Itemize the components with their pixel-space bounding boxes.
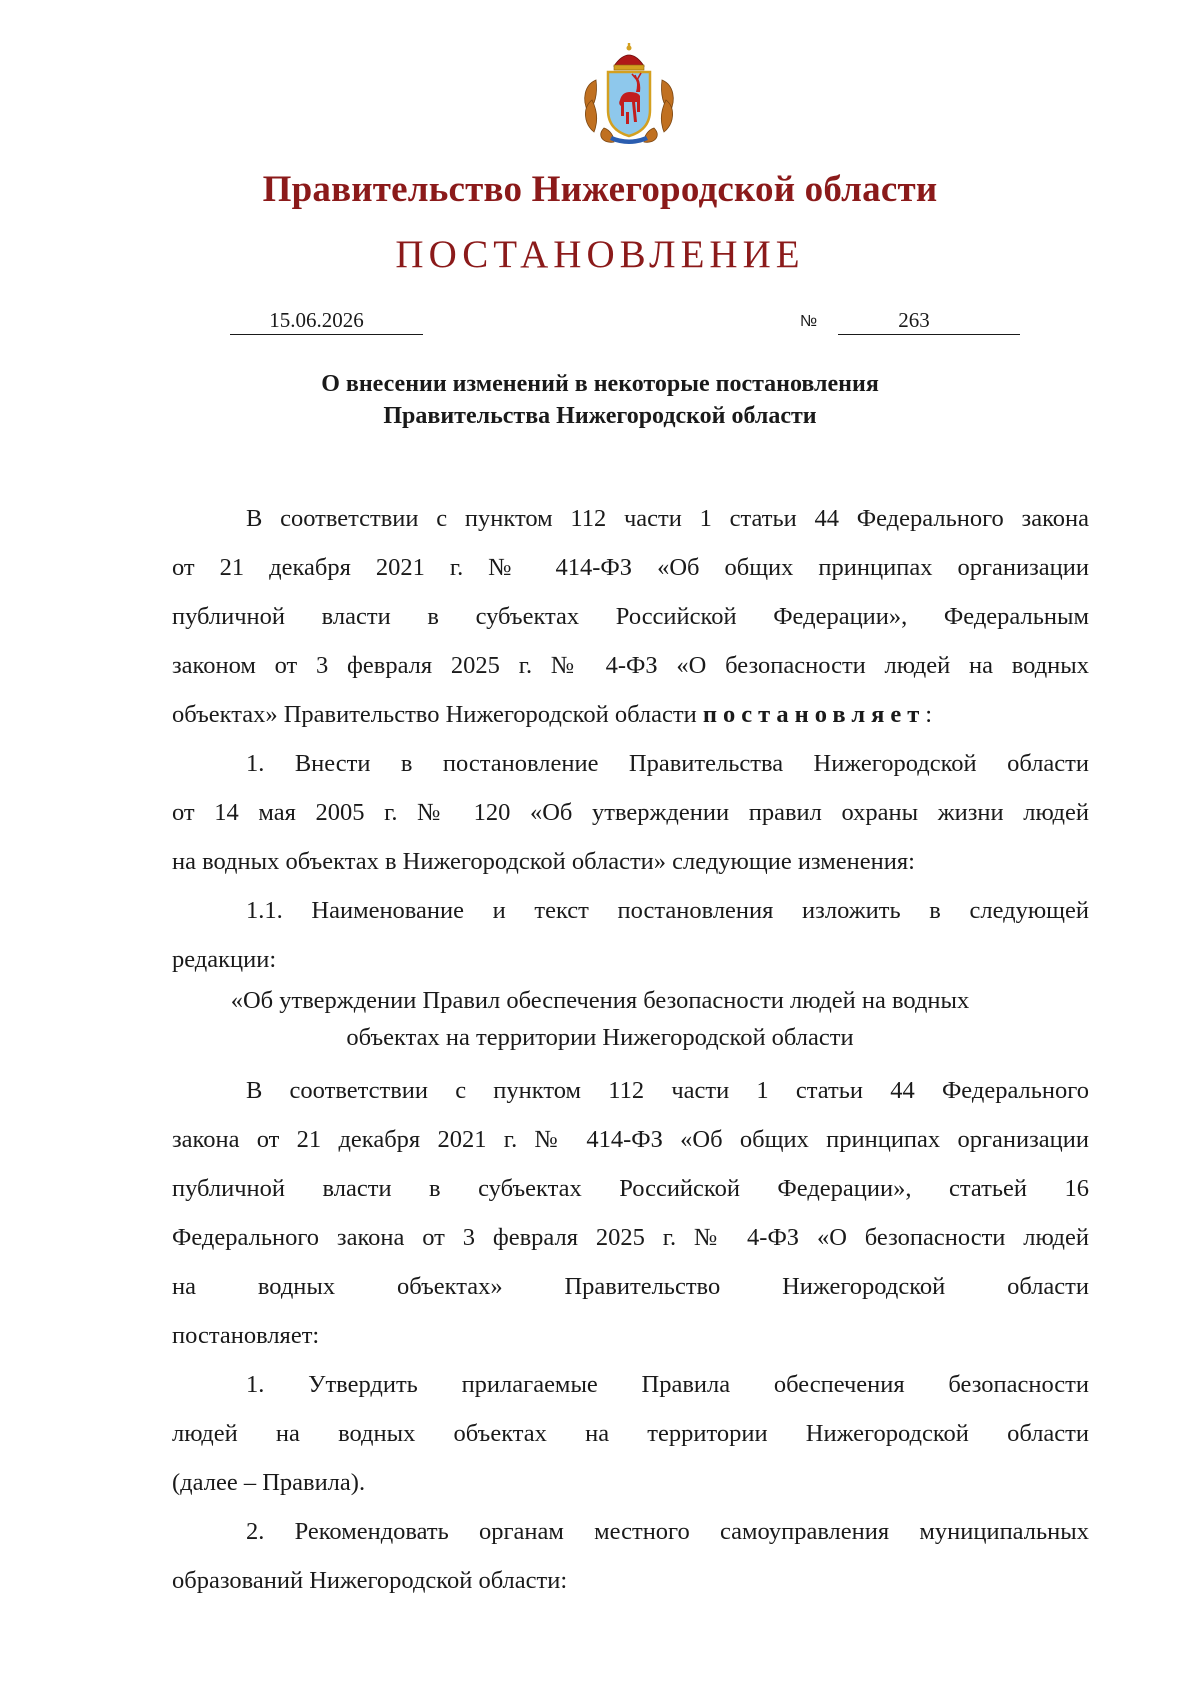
text-line: на водных объектах» Правительство Нижегородской области — [172, 1273, 1089, 1300]
paragraph — [172, 739, 1089, 886]
document-subject — [0, 368, 1200, 432]
decree-word: постановляет — [702, 701, 926, 728]
text-line: публичной власти в субъектах Российской Федерации», Федеральным — [172, 603, 1089, 630]
text-line: закона от 21 декабря 2021 г. № 414-ФЗ «Об общих принципах организации — [172, 1126, 1089, 1153]
paragraph — [172, 1066, 1089, 1360]
quoted-title — [0, 982, 1200, 1056]
nizhny-novgorod-coat-of-arms-icon — [574, 40, 684, 150]
paragraph — [172, 1360, 1089, 1507]
text-line: на водных объектах в Нижегородской области» следующие изменения: — [172, 848, 915, 875]
text-line: 1.1. Наименование и текст постановления изложить в следующей — [246, 897, 1089, 924]
text-fragment: объектах» Правительство Нижегородской области — [172, 701, 703, 728]
text-line: образований Нижегородской области: — [172, 1567, 568, 1594]
text-line: 1. Внести в постановление Правительства Нижегородской области — [246, 750, 1089, 777]
text-line: редакции: — [172, 946, 277, 973]
text-line: Федерального закона от 3 февраля 2025 г. № 4-ФЗ «О безопасности людей — [172, 1224, 1089, 1251]
subject-line: О внесении изменений в некоторые постановления — [321, 371, 879, 397]
text-line: законом от 3 февраля 2025 г. № 4-ФЗ «О безопасности людей на водных — [172, 652, 1089, 679]
text-line: от 21 декабря 2021 г. № 414-ФЗ «Об общих принципах организации — [172, 554, 1089, 581]
text-line: постановляет: — [172, 1322, 320, 1349]
paragraph — [172, 886, 1089, 984]
text-line — [172, 690, 1089, 739]
text-line: 2. Рекомендовать органам местного самоуправления муниципальных — [246, 1518, 1089, 1545]
document-type: ПОСТАНОВЛЕНИЕ — [395, 233, 805, 276]
paragraph — [172, 1507, 1089, 1605]
quoted-title-line: объектах на территории Нижегородской области — [346, 1024, 854, 1051]
document-date: 15.06.2026 — [230, 306, 423, 335]
paragraph — [172, 494, 1089, 739]
quoted-title-line: «Об утверждении Правил обеспечения безопасности людей на водных — [230, 987, 970, 1014]
number-sign: № — [800, 313, 818, 330]
text-line: 1. Утвердить прилагаемые Правила обеспечения безопасности — [246, 1371, 1089, 1398]
text-line: В соответствии с пунктом 112 части 1 статьи 44 Федерального — [246, 1077, 1089, 1104]
text-fragment: : — [925, 701, 933, 728]
text-line: В соответствии с пунктом 112 части 1 статьи 44 Федерального закона — [246, 505, 1089, 532]
text-line: публичной власти в субъектах Российской Федерации», статьей 16 — [172, 1175, 1089, 1202]
text-line: от 14 мая 2005 г. № 120 «Об утверждении правил охраны жизни людей — [172, 799, 1089, 826]
document-number: 263 — [838, 306, 1020, 335]
text-line: (далее – Правила). — [172, 1469, 366, 1496]
subject-line: Правительства Нижегородской области — [383, 403, 817, 429]
text-line: людей на водных объектах на территории Нижегородской области — [172, 1420, 1089, 1447]
organization-title: Правительство Нижегородской области — [262, 169, 938, 210]
